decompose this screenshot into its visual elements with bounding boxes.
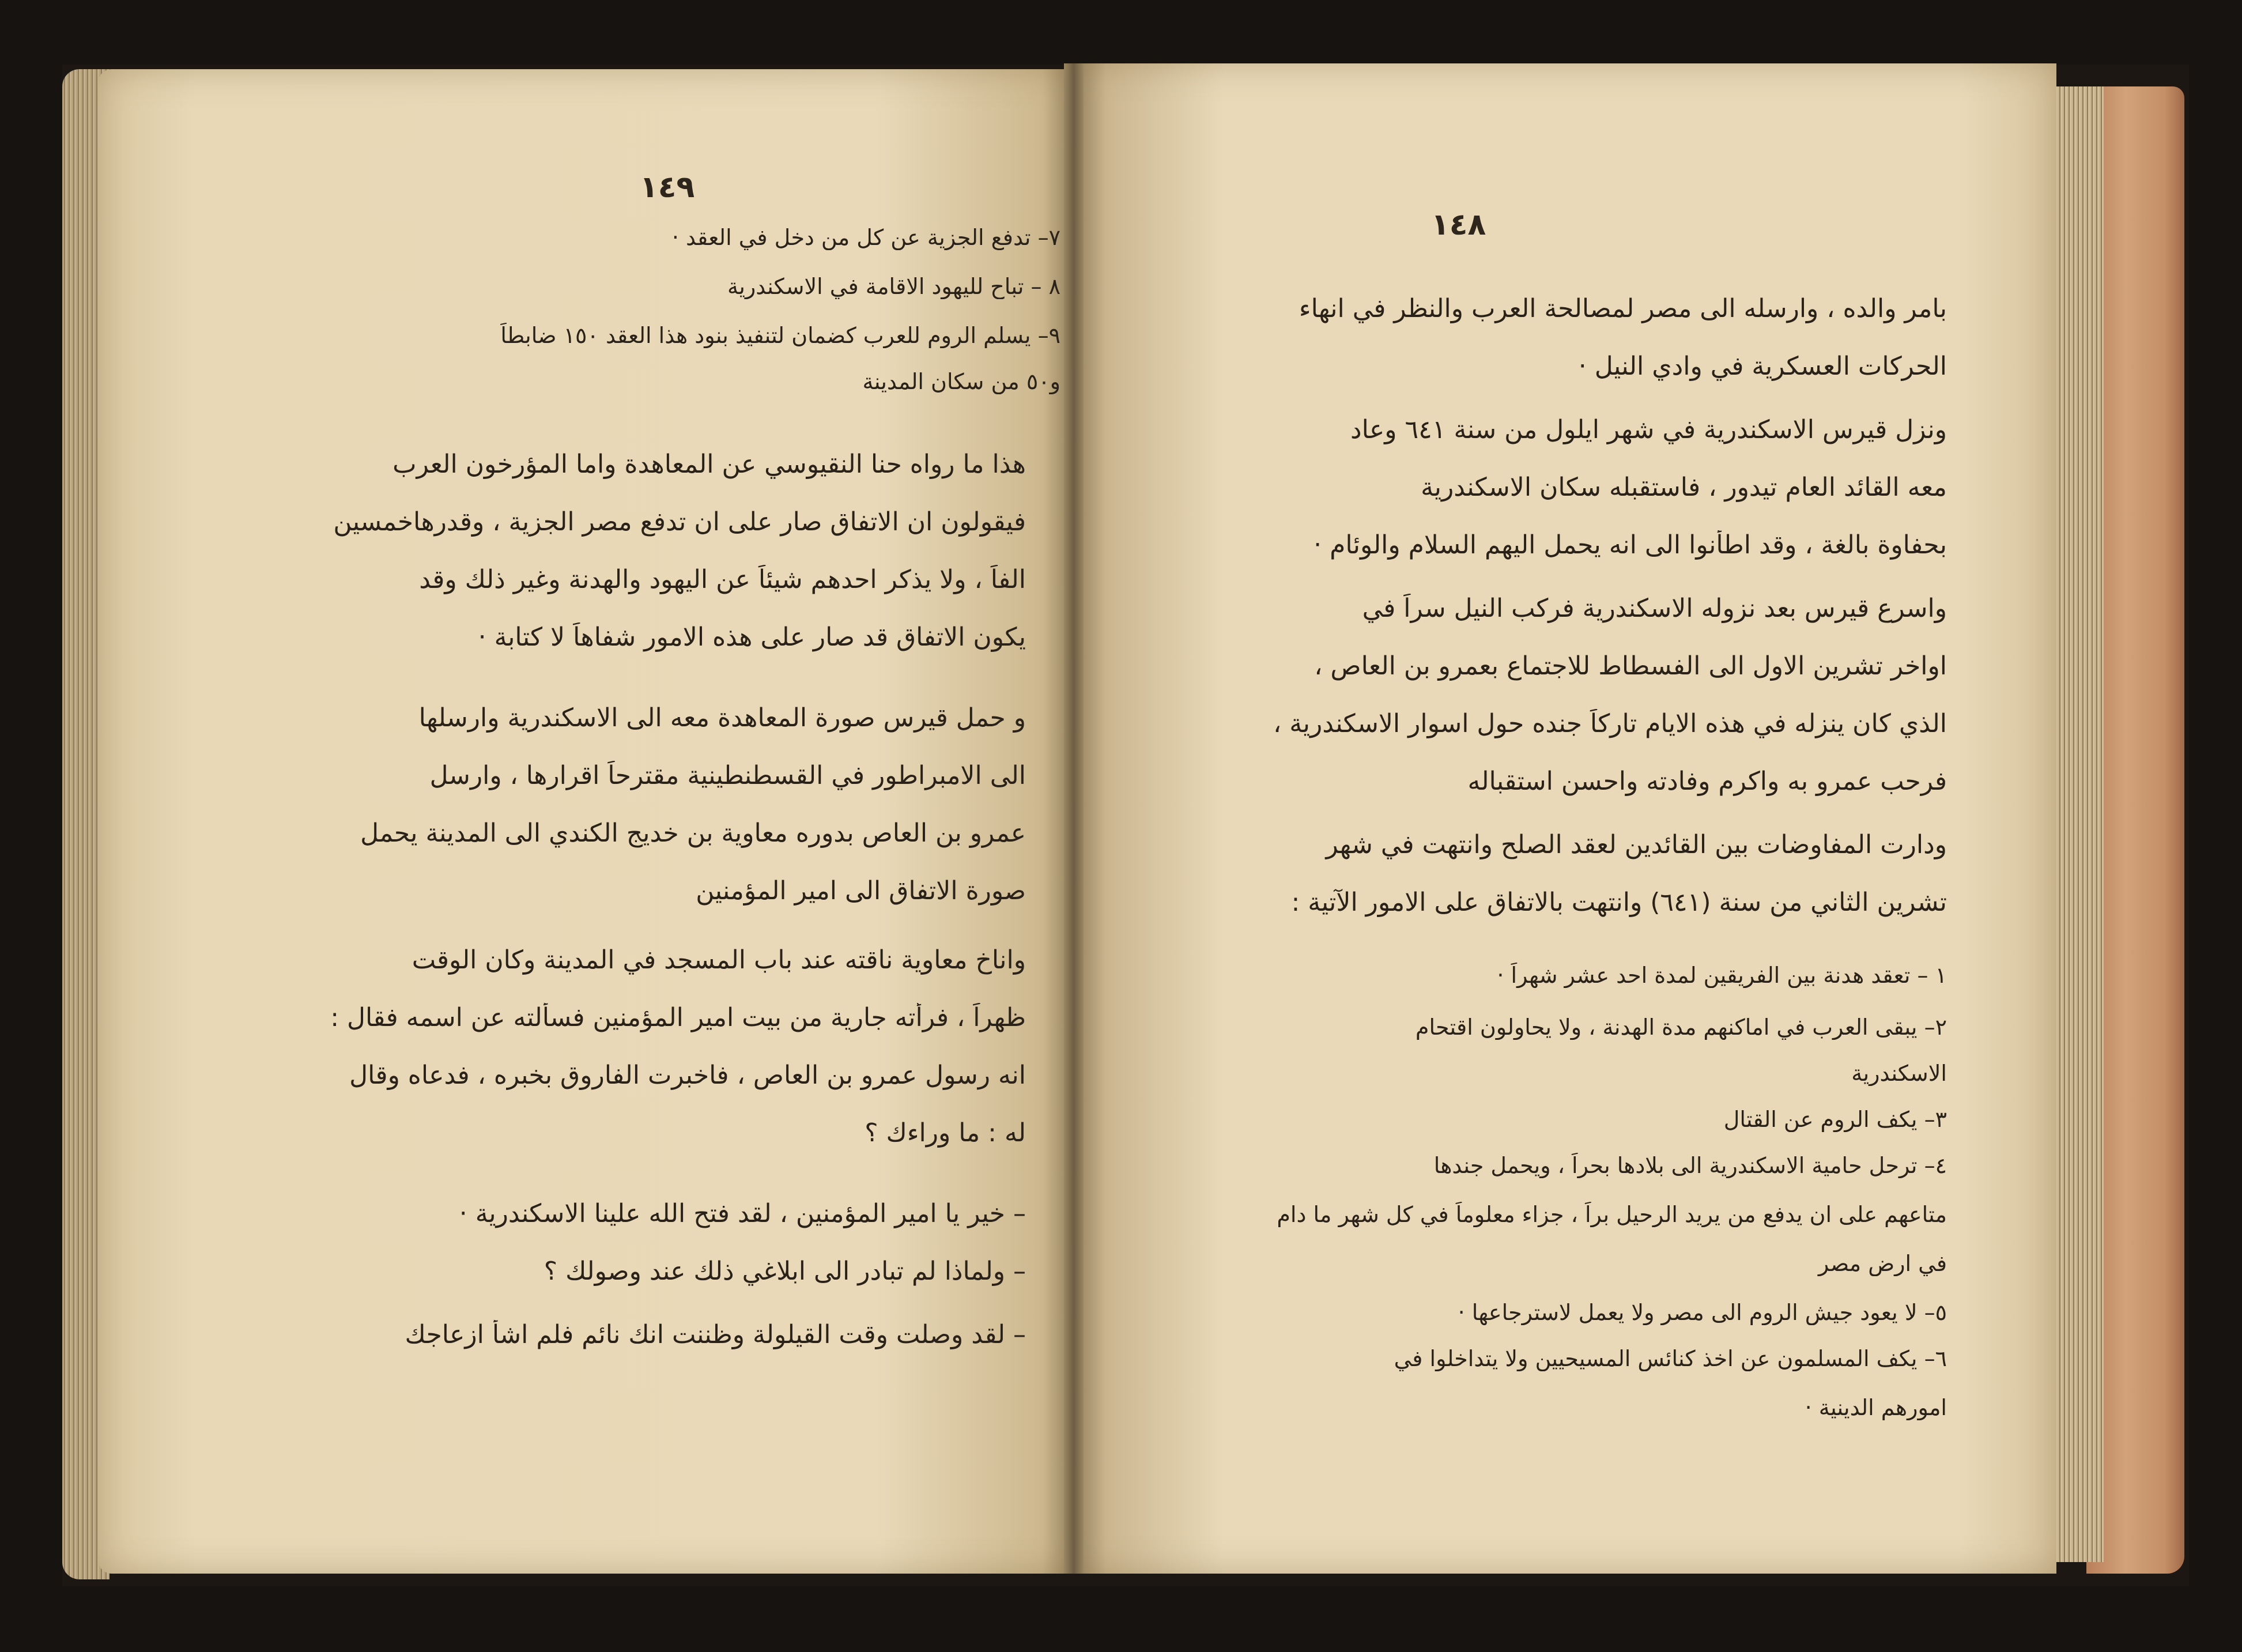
text-line: الاسكندرية: [1851, 1061, 1947, 1086]
text-line: هذا ما رواه حنا النقيوسي عن المعاهدة واما المؤرخون العرب: [392, 450, 1026, 479]
text-line: واناخ معاوية ناقته عند باب المسجد في المدينة وكان الوقت: [412, 945, 1026, 975]
text-line: متاعهم على ان يدفع من يريد الرحيل براً ، جزاء معلوماً في كل شهر ما دام: [1277, 1202, 1947, 1227]
text-line: و حمل قيرس صورة المعاهدة معه الى الاسكندرية وارسلها: [418, 703, 1026, 733]
left-page: [98, 69, 1072, 1574]
text-line: اواخر تشرين الاول الى الفسطاط للاجتماع بعمرو بن العاص ،: [1314, 651, 1947, 681]
book-gutter: [1064, 63, 1084, 1574]
text-line: ودارت المفاوضات بين القائدين لعقد الصلح وانتهت في شهر: [1326, 830, 1947, 859]
text-line: ٩– يسلم الروم للعرب كضمان لتنفيذ بنود هذا العقد ١٥٠ ضابطاً: [500, 323, 1060, 348]
text-line: ظهراً ، فرأته جارية من بيت امير المؤمنين فسألته عن اسمه فقال :: [330, 1003, 1026, 1032]
text-line: فيقولون ان الاتفاق صار على ان تدفع مصر الجزية ، وقدرهاخمسين: [333, 507, 1026, 537]
text-line: – ولماذا لم تبادر الى ابلاغي ذلك عند وصولك ؟: [543, 1257, 1026, 1286]
text-line: بامر والده ، وارسله الى مصر لمصالحة العرب والنظر في انهاء: [1299, 294, 1947, 323]
text-line: تشرين الثاني من سنة (٦٤١) وانتهت بالاتفاق على الامور الآتية :: [1291, 888, 1947, 917]
text-line: ١ – تعقد هدنة بين الفريقين لمدة احد عشر شهراً ·: [1497, 963, 1947, 988]
right-page-number: ١٤٨: [1431, 208, 1486, 242]
text-line: ٤– ترحل حامية الاسكندرية الى بلادها بحراً ، ويحمل جندها: [1433, 1153, 1947, 1178]
text-line: صورة الاتفاق الى امير المؤمنين: [696, 876, 1026, 906]
left-page-number: ١٤٩: [640, 170, 695, 205]
text-line: ونزل قيرس الاسكندرية في شهر ايلول من سنة ٦٤١ وعاد: [1350, 415, 1947, 444]
text-line: فرحب عمرو به واكرم وفادته واحسن استقباله: [1467, 767, 1947, 796]
text-line: – خير يا امير المؤمنين ، لقد فتح الله علينا الاسكندرية ·: [459, 1199, 1026, 1228]
text-line: – لقد وصلت وقت القيلولة وظننت انك نائم فلم اشأ ازعاجك: [405, 1320, 1026, 1349]
text-line: امورهم الدينية ·: [1805, 1395, 1947, 1420]
text-line: له : ما وراءك ؟: [865, 1118, 1026, 1148]
text-line: بحفاوة بالغة ، وقد اطأنوا الى انه يحمل اليهم السلام والوئام ·: [1314, 530, 1947, 560]
text-line: ٦– يكف المسلمون عن اخذ كنائس المسيحيين ولا يتداخلوا في: [1394, 1346, 1947, 1371]
text-line: الحركات العسكرية في وادي النيل ·: [1578, 352, 1947, 381]
text-line: انه رسول عمرو بن العاص ، فاخبرت الفاروق بخبره ، فدعاه وقال: [349, 1061, 1026, 1090]
text-line: ٣– يكف الروم عن القتال: [1723, 1107, 1947, 1132]
text-line: يكون الاتفاق قد صار على هذه الامور شفاهاً لا كتابة ·: [478, 623, 1026, 652]
text-line: ٢– يبقى العرب في اماكنهم مدة الهدنة ، ولا يحاولون اقتحام: [1415, 1014, 1947, 1040]
text-line: الذي كان ينزله في هذه الايام تاركاً جنده حول اسوار الاسكندرية ،: [1273, 709, 1947, 738]
text-line: الى الامبراطور في القسطنطينية مقترحاً اقرارها ، وارسل: [429, 761, 1026, 790]
text-line: معه القائد العام تيدور ، فاستقبله سكان الاسكندرية: [1421, 473, 1947, 502]
text-line: ٧– تدفع الجزية عن كل من دخل في العقد ·: [671, 225, 1060, 250]
text-line: واسرع قيرس بعد نزوله الاسكندرية فركب النيل سراً في: [1362, 594, 1947, 623]
text-line: في ارض مصر: [1818, 1251, 1947, 1276]
text-line: الفاً ، ولا يذكر احدهم شيئاً عن اليهود والهدنة وغير ذلك وقد: [419, 565, 1026, 594]
text-line: ٥– لا يعود جيش الروم الى مصر ولا يعمل لاسترجاعها ·: [1458, 1300, 1947, 1325]
text-line: عمرو بن العاص بدوره معاوية بن خديج الكندي الى المدينة يحمل: [360, 819, 1026, 848]
text-line: و٥٠ من سكان المدينة: [862, 369, 1060, 394]
text-line: ٨ – تباح لليهود الاقامة في الاسكندرية: [727, 274, 1060, 299]
right-page: [1077, 63, 2056, 1574]
